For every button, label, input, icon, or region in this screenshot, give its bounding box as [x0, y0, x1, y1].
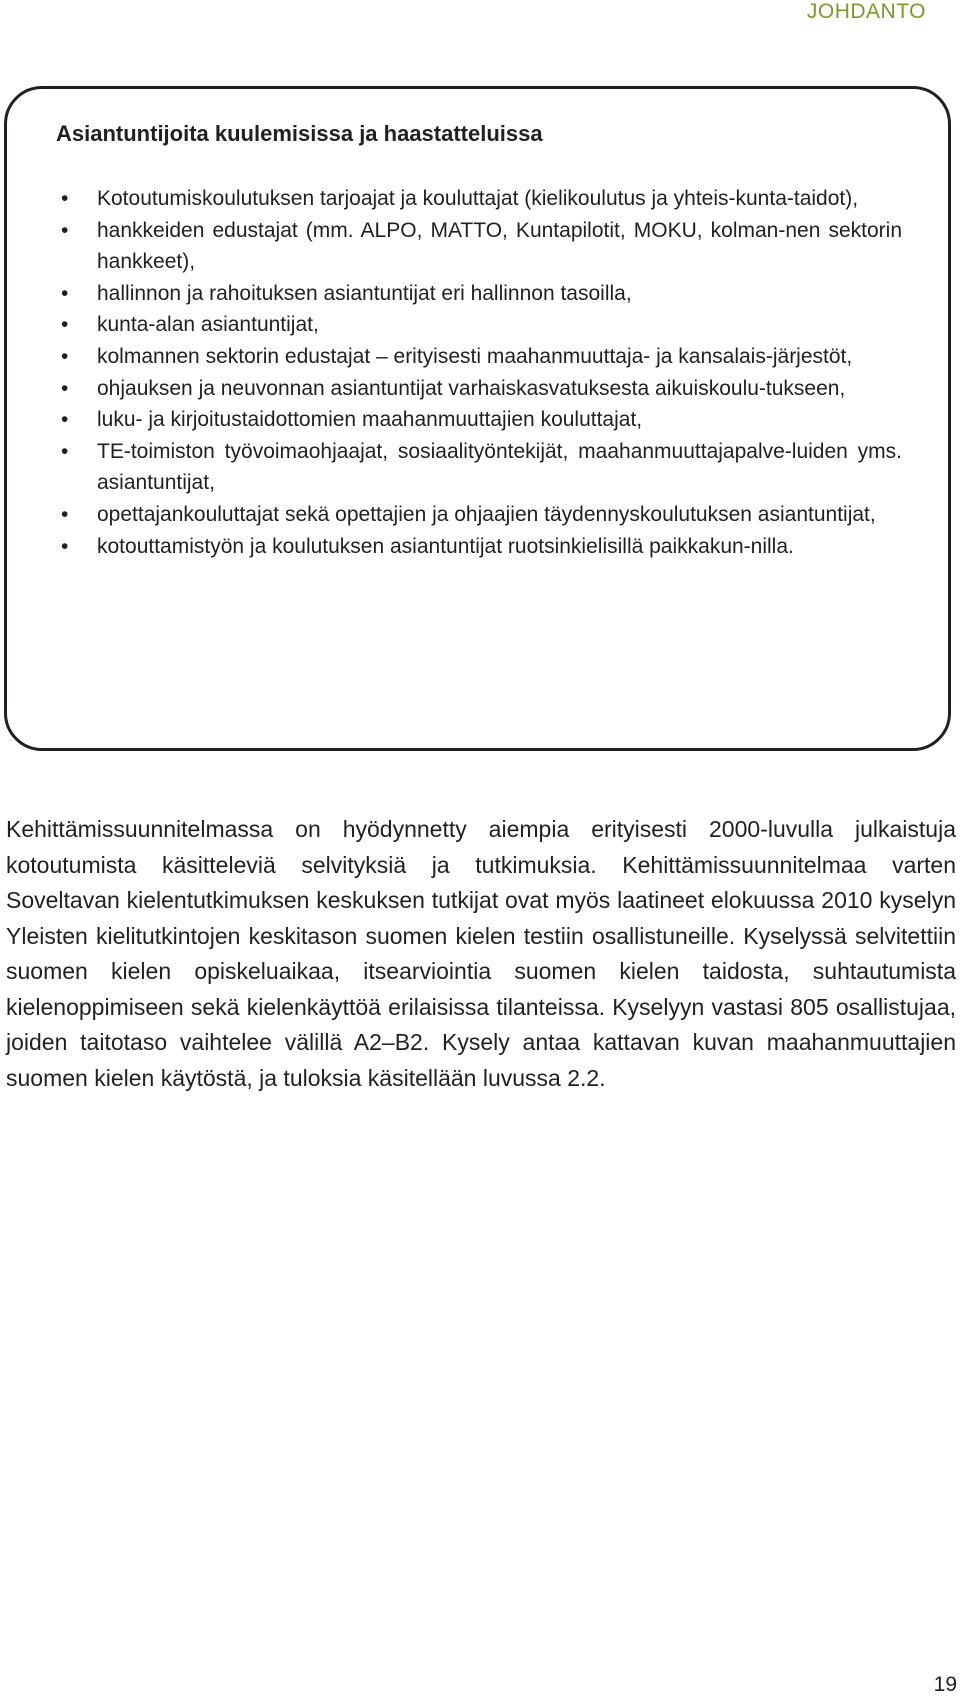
list-item: • ohjauksen ja neuvonnan asiantuntijat varhaiskasvatuksesta aikuiskoulu-tukseen,	[97, 373, 902, 405]
list-item: • hallinnon ja rahoituksen asiantuntijat eri hallinnon tasoilla,	[97, 278, 902, 310]
list-item: • opettajankouluttajat sekä opettajien ja ohjaajien täydennyskoulutuksen asiantuntijat,	[97, 499, 902, 531]
list-item: • kunta-alan asiantuntijat,	[97, 309, 902, 341]
page-number: 19	[933, 1673, 957, 1696]
list-item: • Kotoutumiskoulutuksen tarjoajat ja kouluttajat (kielikoulutus ja yhteis-kunta-taidot),	[97, 183, 902, 215]
expert-list	[97, 183, 902, 562]
info-box-title: Asiantuntijoita kuulemisissa ja haastatteluissa	[56, 121, 543, 146]
running-header: JOHDANTO	[806, 0, 926, 23]
list-item: • luku- ja kirjoitustaidottomien maahanmuuttajien kouluttajat,	[97, 404, 902, 436]
list-item: • hankkeiden edustajat (mm. ALPO, MATTO, Kuntapilotit, MOKU, kolman-nen sektorin hankkeet),	[97, 215, 902, 278]
body-paragraph: Kehittämissuunnitelmassa on hyödynnetty aiempia erityisesti 2000-luvulla julkaistuja kotoutumista käsitteleviä selvityksiä ja tutkimuksia. Kehittämissuunnitelmaa varten Soveltavan kielentutkimuksen keskuksen tutkijat ovat myös laatineet elokuussa 2010 kyselyn Yleisten kielitutkintojen keskitason suomen kielen testiin osallistuneille. Kyselyssä selvitettiin suomen kielen opiskeluaikaa, itsearviointia suomen kielen taidosta, suhtautumista kielenoppimiseen sekä kielenkäyttöä erilaisissa tilanteissa. Kyselyyn vastasi 805 osallistujaa, joiden taitotaso vaihtelee välillä A2–B2. Kysely antaa kattavan kuvan maahanmuuttajien suomen kielen käytöstä, ja tuloksia käsitellään luvussa 2.2.	[6, 816, 956, 1091]
list-item: • kolmannen sektorin edustajat – erityisesti maahanmuuttaja- ja kansalais-järjestöt,	[97, 341, 902, 373]
list-item: • TE-toimiston työvoimaohjaajat, sosiaalityöntekijät, maahanmuuttajapalve-luiden yms. asiantuntijat,	[97, 436, 902, 499]
list-item: • kotouttamistyön ja koulutuksen asiantuntijat ruotsinkielisillä paikkakun-nilla.	[97, 531, 902, 563]
